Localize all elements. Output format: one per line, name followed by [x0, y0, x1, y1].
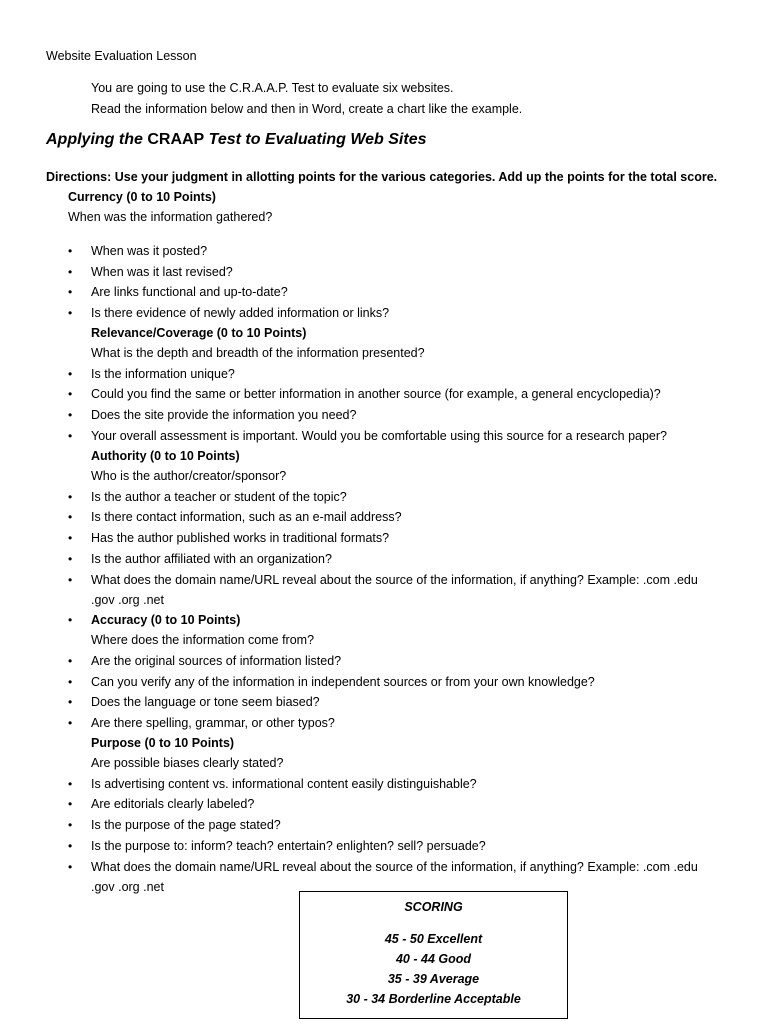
- authority-label: Authority (0 to 10 Points): [91, 449, 240, 463]
- list-item: Is the purpose of the page stated?: [91, 818, 281, 832]
- relevance-label: Relevance/Coverage (0 to 10 Points): [91, 326, 307, 340]
- currency-question: When was the information gathered?: [68, 210, 273, 224]
- bullet: •: [68, 510, 73, 524]
- list-item: When was it last revised?: [91, 265, 233, 279]
- heading-pre: Applying the: [46, 131, 148, 148]
- scoring-box: [299, 891, 568, 1019]
- bullet: •: [68, 716, 73, 730]
- list-item: Does the site provide the information you need?: [91, 408, 357, 422]
- heading-post: Test to Evaluating Web Sites: [204, 131, 427, 148]
- list-item: Are editorials clearly labeled?: [91, 797, 255, 811]
- list-item: Your overall assessment is important. Would you be comfortable using this source for a research paper?: [91, 429, 667, 443]
- section-heading: [46, 131, 426, 149]
- list-item: Is there contact information, such as an e-mail address?: [91, 510, 402, 524]
- heading-craap: CRAAP: [147, 131, 205, 148]
- list-item: Could you find the same or better information in another source (for example, a general encyclopedia)?: [91, 387, 661, 401]
- bullet: •: [68, 777, 73, 791]
- list-item: Are the original sources of information listed?: [91, 654, 342, 668]
- bullet: •: [68, 244, 73, 258]
- scoring-title: SCORING: [404, 900, 463, 914]
- directions: Directions: Use your judgment in allotting points for the various categories. Add up the points for the total score.: [46, 170, 718, 184]
- bullet: •: [68, 429, 73, 443]
- list-item: Is the information unique?: [91, 367, 235, 381]
- purpose-question: Are possible biases clearly stated?: [91, 756, 284, 770]
- bullet: •: [68, 839, 73, 853]
- list-item: Is the author affiliated with an organization?: [91, 552, 332, 566]
- intro-line-1: You are going to use the C.R.A.A.P. Test to evaluate six websites.: [91, 81, 454, 95]
- bullet: •: [68, 818, 73, 832]
- list-item: Is advertising content vs. informational content easily distinguishable?: [91, 777, 477, 791]
- list-item: Can you verify any of the information in independent sources or from your own knowledge?: [91, 675, 595, 689]
- document-title: Website Evaluation Lesson: [46, 49, 197, 63]
- bullet: •: [68, 306, 73, 320]
- bullet: •: [68, 613, 73, 627]
- accuracy-label: Accuracy (0 to 10 Points): [91, 613, 241, 627]
- list-item: Has the author published works in traditional formats?: [91, 531, 390, 545]
- bullet: •: [68, 387, 73, 401]
- relevance-question: What is the depth and breadth of the information presented?: [91, 346, 425, 360]
- bullet: •: [68, 408, 73, 422]
- list-item: What does the domain name/URL reveal about the source of the information, if anything? Example: .com .edu: [91, 573, 698, 587]
- authority-question: Who is the author/creator/sponsor?: [91, 469, 287, 483]
- bullet: •: [68, 552, 73, 566]
- list-item: What does the domain name/URL reveal about the source of the information, if anything? Example: .com .edu: [91, 860, 698, 874]
- list-item: Is the purpose to: inform? teach? entertain? enlighten? sell? persuade?: [91, 839, 486, 853]
- bullet: •: [68, 860, 73, 874]
- bullet: •: [68, 675, 73, 689]
- bullet: •: [68, 531, 73, 545]
- list-item: When was it posted?: [91, 244, 208, 258]
- list-item: Is the author a teacher or student of the topic?: [91, 490, 347, 504]
- scoring-line: 30 - 34 Borderline Acceptable: [346, 992, 521, 1006]
- list-item: Does the language or tone seem biased?: [91, 695, 320, 709]
- purpose-label: Purpose (0 to 10 Points): [91, 736, 235, 750]
- bullet: •: [68, 490, 73, 504]
- scoring-line: 40 - 44 Good: [395, 952, 472, 966]
- list-item-continuation: .gov .org .net: [91, 880, 164, 894]
- list-item: Is there evidence of newly added information or links?: [91, 306, 390, 320]
- bullet: •: [68, 797, 73, 811]
- bullet: •: [68, 654, 73, 668]
- list-item-continuation: .gov .org .net: [91, 593, 164, 607]
- list-item: Are links functional and up-to-date?: [91, 285, 288, 299]
- bullet: •: [68, 285, 73, 299]
- currency-label: Currency (0 to 10 Points): [68, 190, 216, 204]
- scoring-line: 35 - 39 Average: [387, 972, 480, 986]
- list-item: Are there spelling, grammar, or other typos?: [91, 716, 335, 730]
- accuracy-question: Where does the information come from?: [91, 633, 315, 647]
- scoring-line: 45 - 50 Excellent: [384, 932, 483, 946]
- bullet: •: [68, 367, 73, 381]
- bullet: •: [68, 573, 73, 587]
- intro-line-2: Read the information below and then in Word, create a chart like the example.: [91, 102, 523, 116]
- bullet: •: [68, 695, 73, 709]
- bullet: •: [68, 265, 73, 279]
